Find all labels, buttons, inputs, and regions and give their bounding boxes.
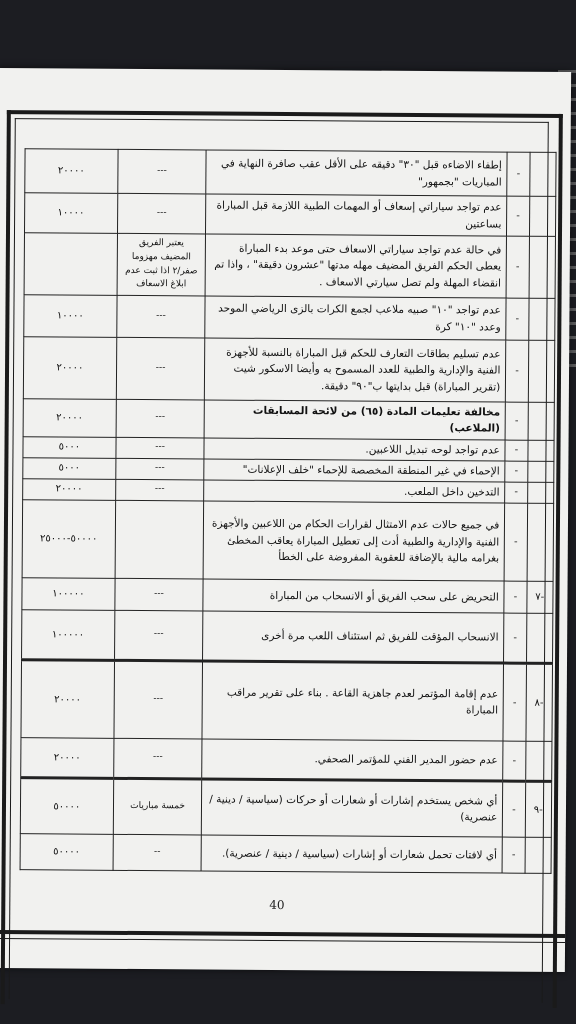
violation-description-cell: عدم تواجد لوحه تبديل اللاعبين. [204,437,505,460]
fine-amount-cell [24,233,117,296]
violation-description-cell: الإحماء في غير المنطقة المخصصة للإحماء "خلف الإعلانات" [204,459,505,482]
fine-amount-cell: ١٠٠٠٠٠ [22,578,115,611]
penalties-table [20,148,557,874]
page-number: 40 [269,897,285,913]
violation-description-cell: التدخين داخل الملعب. [204,480,505,503]
violation-description-cell: عدم حضور المدير الفني للمؤتمر الصحفي. [202,739,503,781]
table-row [22,578,553,614]
row-number-cell [526,614,553,664]
row-number-cell [527,504,554,582]
fine-amount-cell: ٢٠٠٠٠ [23,479,116,501]
suspension-cell: --- [117,295,206,338]
row-bullet-cell: - [507,196,530,236]
table-row [21,738,552,782]
table-row [24,295,555,341]
suspension-cell [115,501,204,580]
fine-amount-cell: ١٠٠٠٠ [24,193,117,234]
suspension-cell: --- [113,739,202,780]
row-number-cell [527,482,554,503]
fine-amount-cell: ٢٠٠٠٠ [21,660,114,739]
fine-amount-cell: ٢٠٠٠٠ [21,738,114,779]
table-row [20,834,551,874]
suspension-cell: --- [114,661,203,740]
violation-description-cell: في جميع حالات عدم الامتثال لقرارات الحكام من اللاعبين والأجهزة الفنية والإدارية والطبية أدت إلى تعطيل المباراة يعاقب المخطئ بغرامه مالية بالإضافة للعقوبة المفروضة على الخطأ [203,501,504,581]
violation-description-cell: الانسحاب المؤقت للفريق ثم استئناف اللعب مرة أخرى [203,611,504,663]
row-bullet-cell: - [505,482,527,503]
row-bullet-cell: - [506,298,529,340]
row-bullet-cell: - [503,741,526,781]
table-row [23,337,554,403]
row-number-cell [525,742,552,782]
fine-amount-cell: ٥٠٠٠ [23,436,116,458]
row-bullet-cell: - [507,152,530,196]
suspension-cell: --- [117,193,206,234]
suspension-cell: -- [113,835,202,872]
document-page [0,68,571,972]
row-number-cell [529,152,556,196]
row-number-cell [527,461,554,482]
violation-description-cell: التحريض على سحب الفريق أو الانسحاب من المباراة [203,579,504,613]
row-bullet-cell: - [503,663,526,741]
violation-description-cell: عدم إقامة المؤتمر لعدم جاهزية القاعة . بناء على تقرير مراقب المباراة [202,661,503,741]
violation-description-cell: عدم تسليم بطاقات التعارف للحكم قبل المباراة بالنسبة للأجهزة الفنية والإدارية والطبية للعدد المسموح به وأيضا الاسكور شيت (تقرير المباراة) قبل بدايتها ب"٩٠" دقيقة. [205,338,506,402]
violation-description-cell: مخالفة تعليمات المادة (٦٥) من لائحة المسابقات (الملاعب) [204,400,505,440]
row-number-cell [528,298,555,340]
table-row [21,660,553,742]
row-bullet-cell: - [505,440,527,461]
fine-amount-cell: ١٠٠٠٠ [24,295,117,338]
row-number-cell [529,196,556,236]
suspension-cell: --- [114,611,203,662]
suspension-cell: --- [116,337,205,400]
row-bullet-cell: - [505,402,528,440]
table-row [20,778,551,838]
suspension-cell: --- [115,479,204,501]
violation-description-cell: في حالة عدم تواجد سياراتي الاسعاف حتى موعد بدء المباراة يعطى الحكم الفريق المضيف مهله مدتها "عشرون دقيقة" ، واذا تم انقضاء المهلة ولم تصل سيارتي الاسعاف . [205,234,506,298]
row-bullet-cell: - [504,613,527,663]
violation-description-cell: عدم تواجد "١٠" صبيه ملاعب لجمع الكرات بالزى الرياضي الموحد وعدد "١٠" كرة [205,296,506,340]
row-number-cell: -٩ [525,782,552,838]
row-number-cell: -٨ [526,664,553,742]
row-bullet-cell: - [502,837,525,873]
fine-amount-cell: ١٠٠٠٠٠ [22,610,115,661]
table-row [22,500,554,582]
row-number-cell [529,236,556,298]
fine-amount-cell: ٢٠٠٠٠ [25,149,118,194]
fine-amount-cell: ٥٠٠٠٠ [20,834,113,871]
fine-amount-cell: ٥٠٠٠ [23,457,116,479]
row-number-cell: -٧ [526,582,553,614]
row-bullet-cell: - [506,236,529,298]
violation-description-cell: أي لافتات تحمل شعارات أو إشارات (سياسية / دينية / عنصرية). [201,835,502,873]
fine-amount-cell: ٥٠٠٠٠-٢٥٠٠٠ [22,500,115,579]
suspension-cell: --- [118,149,207,194]
violation-description-cell: أي شخص يستخدم إشارات أو شعارات أو حركات (سياسية / دينية / عنصرية) [202,779,503,837]
row-number-cell [528,340,555,402]
row-number-cell [528,440,555,461]
table-row [25,149,556,197]
table-row [23,399,554,440]
row-bullet-cell: - [504,581,526,613]
fine-amount-cell: ٢٠٠٠٠ [23,337,116,400]
violation-description-cell: إطفاء الاضاءه قبل "٣٠" دقيقه على الأقل عقب صافرة النهاية في المباريات "بجمهور" [206,150,507,196]
suspension-cell: يعتبر الفريق المضيف مهزوما صفر/٢ اذا ثبت عدم ابلاغ الاسعاف [117,233,206,296]
row-bullet-cell: - [503,781,526,837]
suspension-cell: --- [116,399,205,437]
violation-description-cell: عدم تواجد سياراتي إسعاف أو المهمات الطبية اللازمة قبل المباراة بساعتين [206,194,507,236]
suspension-cell: --- [116,437,205,459]
row-bullet-cell: - [504,503,527,581]
fine-amount-cell: ٥٠٠٠٠ [20,778,113,835]
table-row [24,233,555,299]
row-number-cell [525,838,552,874]
row-number-cell [528,402,555,440]
fine-amount-cell: ٢٠٠٠٠ [23,399,116,437]
table-row [24,193,555,237]
row-bullet-cell: - [506,340,529,402]
suspension-cell: --- [115,579,204,612]
row-bullet-cell: - [505,461,527,482]
suspension-cell: --- [116,458,205,480]
table-row [22,610,553,664]
suspension-cell: خمسة مباريات [113,779,202,836]
